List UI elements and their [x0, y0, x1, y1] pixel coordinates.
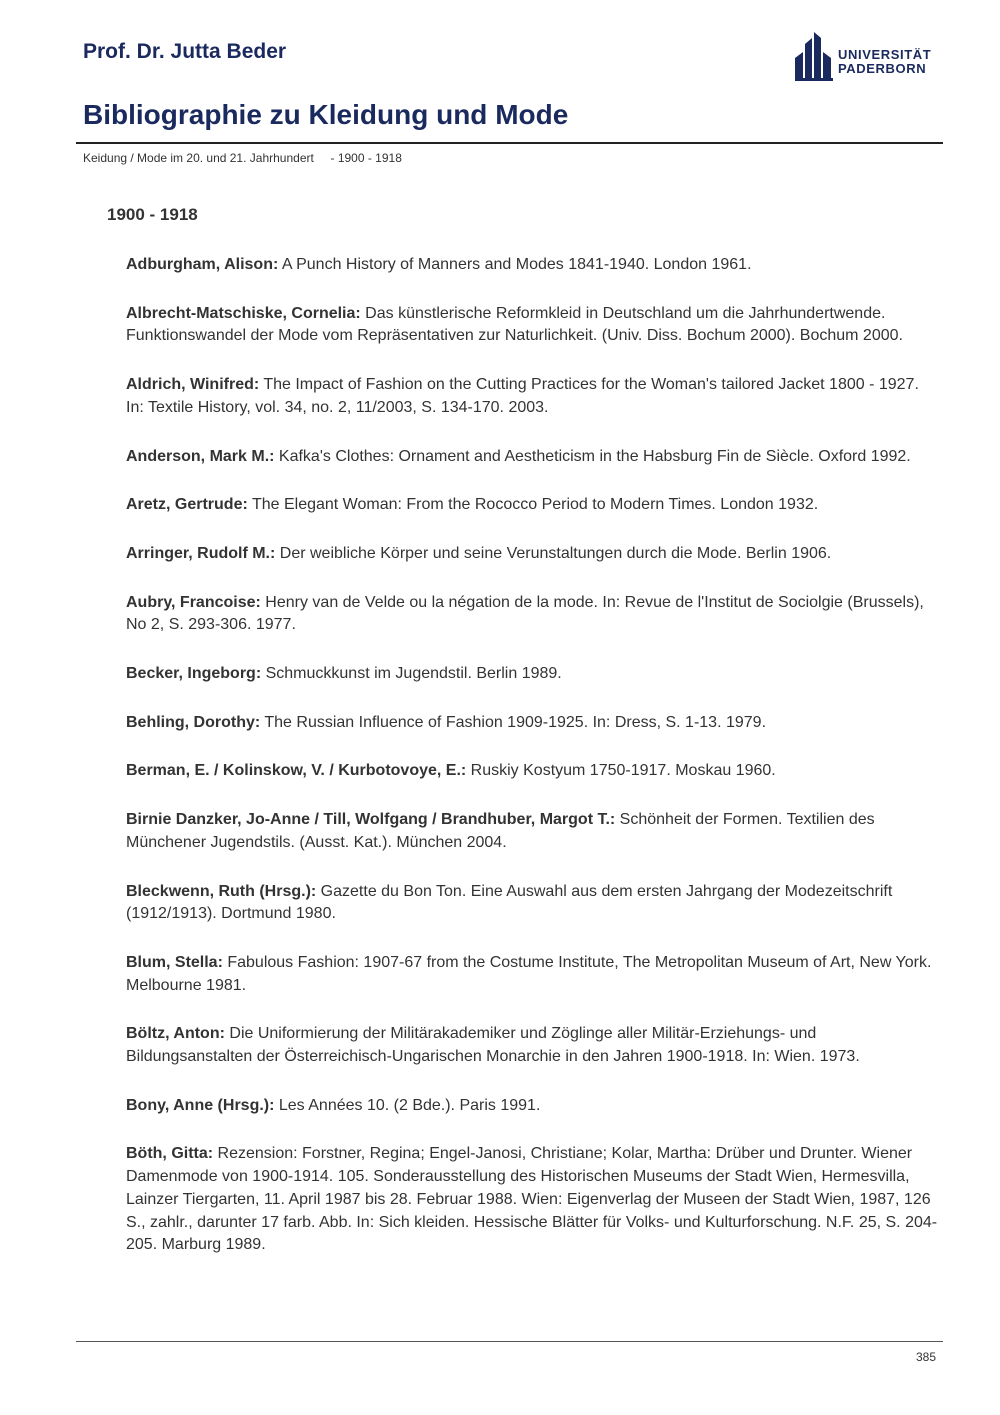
university-logo — [795, 32, 935, 82]
entry-citation: Kafka's Clothes: Ornament and Aestheticism in the Habsburg Fin de Siècle. Oxford 1992. — [274, 447, 911, 465]
bibliography-entry — [126, 663, 941, 686]
author-name: Prof. Dr. Jutta Beder — [83, 40, 287, 63]
entry-citation: Schönheit der Formen. Textilien des Münchener Jugendstils. (Ausst. Kat.). München 2004. — [126, 811, 875, 851]
entry-citation: The Impact of Fashion on the Cutting Practices for the Woman's tailored Jacket 1800 - 1927. In: Textile History, vol. 34, no. 2, 11/2003, S. 134-170. 2003. — [126, 376, 919, 416]
breadcrumb: Keidung / Mode im 20. und 21. Jahrhundert - 1900 - 1918 — [83, 151, 402, 165]
entry-citation: Henry van de Velde ou la négation de la mode. In: Revue de l'Institut de Sociolgie (Brussels), No 2, S. 293-306. 1977. — [126, 593, 924, 634]
logo-line-1: UNIVERSITÄT — [838, 47, 932, 62]
entry-citation: Les Années 10. (2 Bde.). Paris 1991. — [274, 1096, 541, 1114]
bibliography-entry — [126, 1023, 941, 1068]
entry-author: Böltz, Anton: — [126, 1025, 225, 1043]
university-logo-text — [838, 48, 931, 76]
entry-citation: The Russian Influence of Fashion 1909-1925. In: Dress, S. 1-13. 1979. — [260, 713, 767, 731]
footer-divider — [76, 1341, 943, 1342]
bibliography-entry — [126, 1095, 941, 1118]
bibliography-entry — [126, 952, 941, 997]
bibliography-entry — [126, 881, 941, 926]
entry-citation: Rezension: Forstner, Regina; Engel-Janosi, Christiane; Kolar, Martha: Drüber und Drunter. Wiener Damenmode von 1900-1914. 105. Sonderausstellung des Historischen Museums der Stadt Wien, Hermesvilla, Lainzer Tiergarten, 11. April 1987 bis 28. Februar 1988. Wien: Eigenverlag der Museen der Stadt Wien, 1987, 126 S., zahlr., darunter 17 farb. Abb. In: Sich kleiden. Hessische Blätter für Volks- und Kulturforschung. N.F. 25, S. 204-205. Marburg 1989. — [126, 1145, 938, 1254]
entry-citation: Das künstlerische Reformkleid in Deutschland um die Jahrhundertwende. Funktionswandel der Mode vom Repräsentativen zur Naturlichkeit. (Univ. Diss. Bochum 2000). Bochum 2000. — [126, 304, 903, 345]
entry-author: Aretz, Gertrude: — [126, 496, 248, 514]
page-number: 385 — [916, 1350, 937, 1364]
bibliography-entry — [126, 446, 941, 469]
entry-author: Arringer, Rudolf M.: — [126, 544, 276, 562]
entry-citation: Gazette du Bon Ton. Eine Auswahl aus dem ersten Jahrgang der Modezeitschrift (1912/1913). Dortmund 1980. — [126, 882, 893, 923]
bibliography-entry — [126, 1143, 941, 1257]
entry-author: Bony, Anne (Hrsg.): — [126, 1096, 275, 1114]
university-logo-icon — [795, 32, 835, 82]
entry-author: Behling, Dorothy: — [126, 713, 261, 731]
entry-author: Adburgham, Alison: — [126, 256, 279, 273]
entry-author: Aubry, Francoise: — [126, 593, 261, 611]
entry-citation: Der weibliche Körper und seine Verunstaltungen durch die Mode. Berlin 1906. — [275, 544, 832, 562]
entry-author: Albrecht-Matschiske, Cornelia: — [126, 304, 361, 322]
bibliography-entry — [126, 592, 941, 637]
bibliography-entry — [126, 303, 941, 348]
bibliography-list — [126, 254, 941, 1283]
bibliography-entry — [126, 809, 941, 854]
bibliography-entry — [126, 543, 941, 566]
bibliography-entry — [126, 712, 941, 735]
entry-author: Aldrich, Winifred: — [126, 376, 260, 394]
bibliography-entry — [126, 494, 941, 517]
entry-author: Anderson, Mark M.: — [126, 447, 275, 465]
bibliography-entry — [126, 760, 941, 783]
entry-citation: Die Uniformierung der Militärakademiker und Zöglinge aller Militär-Erziehungs- und Bildungsanstalten der Österreichisch-Ungarischen Monarchie in den Jahren 1900-1918. In: Wien. 1973. — [126, 1025, 860, 1066]
logo-line-2: PADERBORN — [838, 61, 927, 76]
entry-citation: Schmuckkunst im Jugendstil. Berlin 1989. — [261, 665, 562, 683]
entry-author: Berman, E. / Kolinskow, V. / Kurbotovoye, E.: — [126, 762, 467, 780]
entry-author: Blum, Stella: — [126, 953, 223, 971]
bibliography-entry — [126, 254, 941, 277]
entry-citation: The Elegant Woman: From the Rococco Period to Modern Times. London 1932. — [247, 496, 819, 514]
entry-citation: Fabulous Fashion: 1907-67 from the Costume Institute, The Metropolitan Museum of Art, New York. Melbourne 1981. — [126, 953, 932, 994]
header-divider — [76, 142, 943, 144]
bibliography-entry — [126, 374, 941, 419]
entry-author: Bleckwenn, Ruth (Hrsg.): — [126, 882, 317, 900]
page-title: Bibliographie zu Kleidung und Mode — [83, 99, 569, 130]
entry-author: Böth, Gitta: — [126, 1145, 214, 1163]
entry-author: Becker, Ingeborg: — [126, 665, 262, 683]
entry-citation: Ruskiy Kostyum 1750-1917. Moskau 1960. — [466, 762, 776, 780]
section-heading: 1900 - 1918 — [107, 205, 198, 224]
entry-author: Birnie Danzker, Jo-Anne / Till, Wolfgang / Brandhuber, Margot T.: — [126, 811, 616, 829]
entry-citation: A Punch History of Manners and Modes 1841-1940. London 1961. — [278, 256, 752, 273]
